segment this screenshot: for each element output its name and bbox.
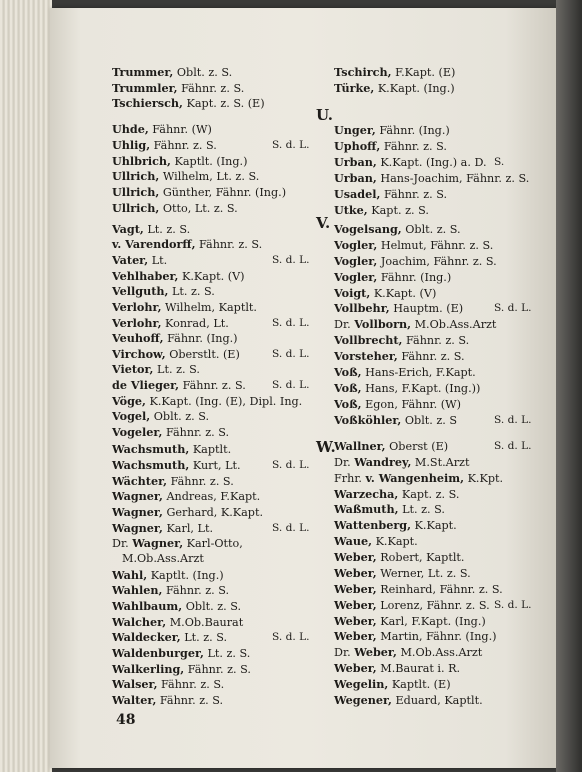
left-entry: [112, 198, 238, 218]
entry-surname: Wahlen,: [112, 583, 163, 597]
entry-surname: Uhlig,: [112, 138, 151, 152]
entry-surname: Türke,: [334, 81, 375, 95]
entry-surname: Wattenberg,: [334, 518, 411, 532]
entry-rank: Kapt. z. S.: [401, 488, 460, 501]
entry-surname: Vollborn,: [354, 317, 412, 331]
entry-mark: S. d. L.: [272, 139, 310, 151]
entry-rank: Fähnr. z. S.: [165, 584, 230, 597]
entry-surname: Waldenburger,: [112, 646, 204, 660]
entry-rank: Fähnr. z. S.: [199, 238, 263, 251]
entry-surname: Vagt,: [112, 222, 144, 236]
entry-rank: Oblt. z. S.: [176, 66, 233, 79]
entry-rank: Günther, Fähnr. (Ing.): [162, 186, 287, 199]
entry-rank: F.Kapt. (E): [395, 66, 456, 79]
entry-rank: Otto, Lt. z. S.: [162, 202, 238, 215]
right-entry: [334, 200, 429, 220]
entry-surname: Voß,: [334, 397, 362, 411]
entry-rank: Kapt. z. S.: [371, 204, 429, 217]
section-letter-u: U.: [316, 106, 333, 124]
entry-rank: Lt. z. S.: [402, 503, 445, 516]
page-edges: [0, 0, 52, 772]
entry-surname: Uhlbrich,: [112, 154, 171, 168]
entry-rank: Karl-Otto,: [186, 537, 243, 550]
right-entry: [334, 78, 455, 98]
entry-mark: S. d. L.: [272, 459, 310, 471]
entry-surname: Voßköhler,: [334, 413, 402, 427]
entry-rank: Fähnr. z. S.: [159, 694, 224, 707]
entry-surname: Wächter,: [112, 474, 168, 488]
entry-rank: Dr.: [334, 456, 355, 469]
entry-rank: Fähnr. z. S.: [383, 188, 448, 201]
entry-rank: Fähnr. z. S.: [161, 678, 225, 691]
entry-rank: Hans-Joachim, Fähnr. z. S.: [380, 172, 530, 185]
entry-rank: Kaptlt. (Ing.): [174, 155, 248, 168]
entry-surname: Weber,: [334, 566, 377, 580]
entry-rank: Karl, Lt.: [166, 522, 214, 535]
entry-rank: Wilhelm, Lt. z. S.: [162, 170, 260, 183]
entry-surname: Wegener,: [334, 693, 392, 707]
entry-surname: Vogel,: [112, 409, 151, 423]
entry-rank: Lorenz, Fähnr. z. S.: [380, 599, 490, 612]
entry-surname: Wagner,: [112, 489, 163, 503]
entry-mark: S. d. L.: [494, 302, 532, 314]
entry-surname: Utke,: [334, 203, 368, 217]
entry-mark: S. d. L.: [272, 317, 310, 329]
entry-surname: Ullrich,: [112, 201, 160, 215]
entry-rank: Kaptlt. (Ing.): [150, 569, 224, 582]
entry-rank: Fähnr. z. S.: [401, 350, 465, 363]
entry-surname: de Vlieger,: [112, 378, 180, 392]
entry-rank: Lt. z. S.: [157, 363, 200, 376]
entry-surname: Walter,: [112, 693, 157, 707]
entry-surname: Ullrich,: [112, 185, 160, 199]
right-entry: [334, 690, 483, 710]
entry-surname: Urban,: [334, 171, 377, 185]
entry-rank: Karl, F.Kapt. (Ing.): [380, 615, 486, 628]
entry-surname: Vater,: [112, 253, 149, 267]
entry-surname: Wahlbaum,: [112, 599, 183, 613]
entry-surname: Verlohr,: [112, 300, 162, 314]
entry-surname: Voigt,: [334, 286, 371, 300]
entry-rank: Lt.: [151, 254, 168, 267]
entry-surname: Trummer,: [112, 65, 174, 79]
entry-surname: Weber,: [334, 598, 377, 612]
entry-rank: Hans-Erich, F.Kapt.: [365, 366, 476, 379]
entry-surname: Vogelsang,: [334, 222, 402, 236]
entry-rank: Oberstlt. (E): [169, 348, 240, 361]
entry-surname: Weber,: [334, 661, 377, 675]
entry-rank: Gerhard, K.Kapt.: [166, 506, 264, 519]
entry-rank: Oblt. z. S.: [153, 410, 210, 423]
entry-rank: Lt. z. S.: [207, 647, 251, 660]
entry-surname: Wagner,: [112, 505, 163, 519]
entry-surname: Walkerling,: [112, 662, 185, 676]
entry-rank: K.Kapt. (V): [373, 287, 437, 300]
entry-surname: Warzecha,: [334, 487, 399, 501]
entry-rank: Wilhelm, Kaptlt.: [165, 301, 257, 314]
entry-surname: v. Wangenheim,: [365, 471, 464, 485]
entry-rank: M.Ob.Ass.Arzt: [414, 318, 497, 331]
entry-surname: Wagner,: [112, 521, 163, 535]
entry-surname: Vogler,: [334, 270, 378, 284]
entry-rank: M.Ob.Baurat: [169, 616, 244, 629]
entry-rank: Reinhard, Fähnr. z. S.: [380, 583, 503, 596]
entry-mark: S. d. L.: [272, 379, 310, 391]
entry-surname: Vehlhaber,: [112, 269, 179, 283]
section-letter-v: V.: [316, 214, 331, 232]
entry-surname: Uhde,: [112, 122, 149, 136]
entry-rank: Kaptlt.: [192, 443, 232, 456]
entry-rank: Oblt. z. S.: [185, 600, 242, 613]
entry-rank: Frhr.: [334, 472, 366, 485]
entry-rank: Fähnr. z. S.: [182, 379, 246, 392]
entry-surname: Tschirch,: [334, 65, 392, 79]
entry-surname: Weber,: [334, 629, 377, 643]
entry-surname: Weber,: [334, 582, 377, 596]
entry-surname: Ullrich,: [112, 169, 160, 183]
entry-rank: K.Kapt. (Ing. (E), Dipl. Ing.: [149, 395, 303, 408]
entry-surname: Wegelin,: [334, 677, 389, 691]
entry-rank: Werner, Lt. z. S.: [380, 567, 471, 580]
entry-rank: Fähnr. (Ing.): [167, 332, 238, 345]
entry-rank: Robert, Kaptlt.: [380, 551, 465, 564]
entry-rank: Dr.: [334, 318, 355, 331]
entry-surname: Virchow,: [112, 347, 166, 361]
entry-rank: Fähnr. z. S.: [170, 475, 234, 488]
entry-rank: Fähnr. z. S.: [153, 139, 217, 152]
entry-rank: Fähnr. z. S.: [181, 82, 245, 95]
entry-surname: Verlohr,: [112, 316, 162, 330]
entry-rank: Joachim, Fähnr. z. S.: [380, 255, 497, 268]
entry-rank: Fähnr. z. S.: [187, 663, 251, 676]
entry-surname: Trummler,: [112, 81, 178, 95]
entry-rank: K.Kapt.: [414, 519, 457, 532]
right-entry: [334, 410, 532, 430]
entry-surname: Urban,: [334, 155, 377, 169]
entry-surname: Waßmuth,: [334, 502, 399, 516]
entry-rank: Fähnr. z. S.: [165, 426, 230, 439]
entry-surname: v. Varendorff,: [112, 237, 196, 251]
entry-surname: Vorsteher,: [334, 349, 398, 363]
entry-surname: Wagner,: [132, 536, 184, 550]
entry-mark: S. d. L.: [494, 599, 532, 611]
entry-rank: Oblt. z. S: [404, 414, 458, 427]
entry-rank: Eduard, Kaptlt.: [395, 694, 483, 707]
entry-rank: Oblt. z. S.: [405, 223, 461, 236]
entry-rank: Lt. z. S.: [147, 223, 191, 236]
entry-rank: M.Ob.Ass.Arzt: [122, 552, 204, 565]
entry-mark: S.: [494, 156, 505, 168]
entry-mark: S. d. L.: [272, 254, 310, 266]
entry-rank: K.Kpt.: [467, 472, 504, 485]
entry-rank: Lt. z. S.: [184, 631, 228, 644]
entry-surname: Vietor,: [112, 362, 154, 376]
entry-rank: Fähnr. z. S.: [383, 140, 447, 153]
entry-rank: Fähnr. (W): [152, 123, 212, 136]
entry-rank: Konrad, Lt.: [165, 317, 229, 330]
entry-rank: M.St.Arzt: [414, 456, 470, 469]
entry-surname: Wahl,: [112, 568, 148, 582]
entry-rank: K.Kapt. (Ing.) a. D.: [380, 156, 487, 169]
entry-surname: Waldecker,: [112, 630, 181, 644]
entry-rank: Fähnr. z. S.: [406, 334, 470, 347]
entry-surname: Vellguth,: [112, 284, 169, 298]
entry-rank: K.Kapt. (Ing.): [377, 82, 455, 95]
entry-surname: Vogler,: [334, 238, 378, 252]
entry-surname: Waue,: [334, 534, 372, 548]
entry-rank: Oberst (E): [389, 440, 449, 453]
entry-mark: S. d. L.: [272, 348, 310, 360]
entry-rank: Helmut, Fähnr. z. S.: [380, 239, 494, 252]
entry-surname: Wallner,: [334, 439, 386, 453]
entry-surname: Weber,: [334, 550, 377, 564]
entry-surname: Uphoff,: [334, 139, 381, 153]
entry-rank: Martin, Fähnr. (Ing.): [380, 630, 497, 643]
entry-rank: Andreas, F.Kapt.: [166, 490, 261, 503]
entry-rank: Lt. z. S.: [172, 285, 215, 298]
entry-rank: K.Kapt.: [375, 535, 418, 548]
section-letter-w: W.: [316, 438, 336, 456]
entry-surname: Walcher,: [112, 615, 167, 629]
entry-surname: Weber,: [354, 645, 397, 659]
entry-surname: Wachsmuth,: [112, 458, 190, 472]
entry-surname: Voß,: [334, 365, 362, 379]
entry-surname: Veuhoff,: [112, 331, 164, 345]
entry-rank: M.Ob.Ass.Arzt: [400, 646, 483, 659]
page-number: 48: [116, 712, 136, 728]
entry-rank: Hans, F.Kapt. (Ing.)): [365, 382, 481, 395]
entry-surname: Unger,: [334, 123, 376, 137]
entry-rank: Egon, Fähnr. (W): [365, 398, 461, 411]
book-spine-shadow: [556, 0, 582, 772]
entry-rank: M.Baurat i. R.: [380, 662, 461, 675]
entry-rank: Kapt. z. S. (E): [186, 97, 265, 110]
entry-surname: Wachsmuth,: [112, 442, 190, 456]
entry-surname: Voß,: [334, 381, 362, 395]
entry-mark: S. d. L.: [272, 631, 310, 643]
entry-rank: Kurt, Lt.: [192, 459, 241, 472]
left-entry: [112, 93, 265, 113]
entry-surname: Wandrey,: [354, 455, 412, 469]
entry-surname: Usadel,: [334, 187, 381, 201]
entry-mark: S. d. L.: [494, 440, 532, 452]
entry-surname: Vöge,: [112, 394, 146, 408]
entry-mark: S. d. L.: [494, 414, 532, 426]
entry-surname: Vogeler,: [112, 425, 163, 439]
entry-surname: Weber,: [334, 614, 377, 628]
entry-rank: Fähnr. (Ing.): [380, 271, 452, 284]
entry-rank: Kaptlt. (E): [391, 678, 451, 691]
entry-rank: Fähnr. (Ing.): [379, 124, 450, 137]
entry-mark: S. d. L.: [272, 522, 310, 534]
entry-surname: Vollbehr,: [334, 301, 390, 315]
entry-surname: Vogler,: [334, 254, 378, 268]
entry-rank: Hauptm. (E): [393, 302, 464, 315]
entry-surname: Vollbrecht,: [334, 333, 403, 347]
entry-rank: K.Kapt. (V): [182, 270, 245, 283]
left-entry: [112, 690, 223, 710]
entry-surname: Walser,: [112, 677, 158, 691]
entry-surname: Tschiersch,: [112, 96, 183, 110]
entry-rank: Dr.: [334, 646, 355, 659]
entry-rank: Dr.: [112, 537, 133, 550]
